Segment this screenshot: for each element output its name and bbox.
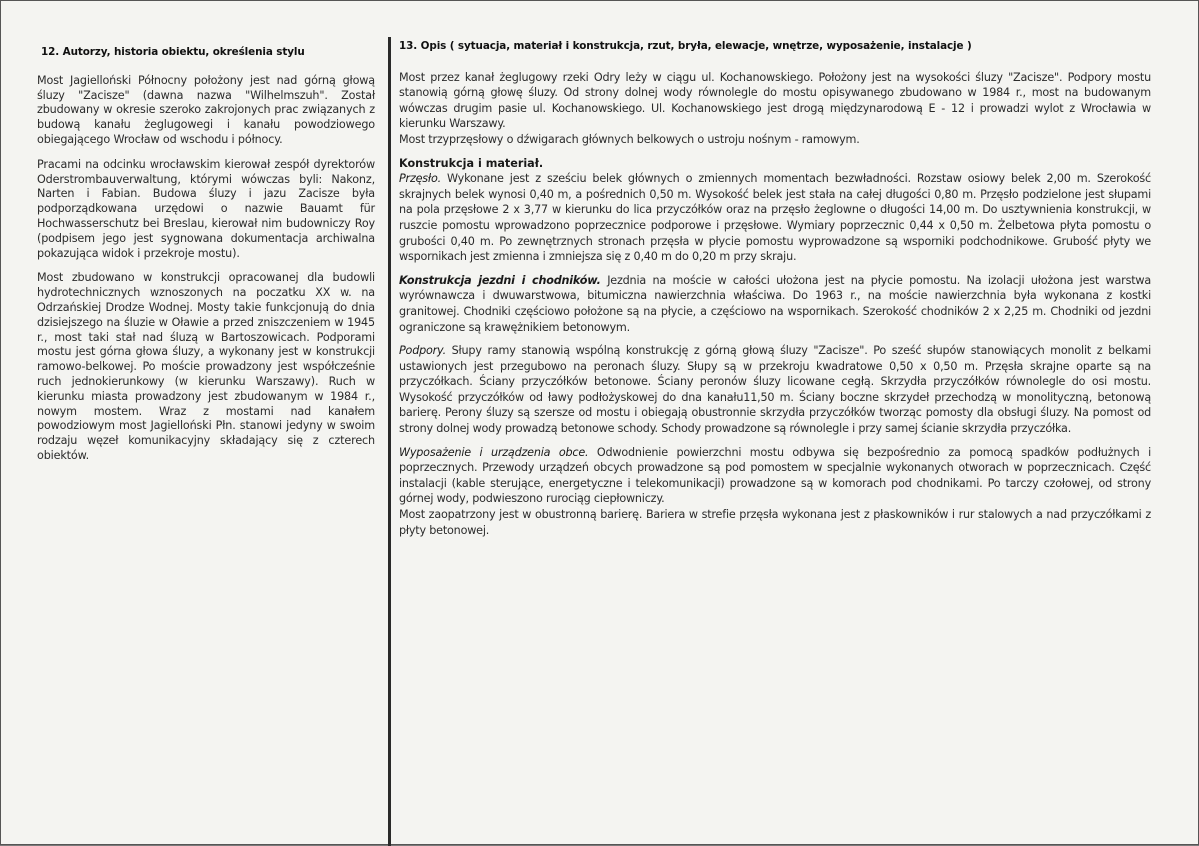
supports-paragraph: [399, 343, 1151, 437]
equipment-term: Wyposażenie i urządzenia obce.: [399, 445, 589, 459]
deck-text: Jezdnia na moście w całości ułożona jest na płycie pomostu. Na izolacji ułożona jest warstwa wyrównawcza i dwuwarstwowa, bitumiczna nawierzchnia właściwa. Do 1963 r., na moście nawierzchnia była wykonana z kostki granitowej. Chodniki częściowo położone są na płycie, a częściowo na wspornikach. Szerokość chodników 2 x 2,25 m. Chodniki od jezdni ograniczone są krawężnikiem betonowym.: [399, 273, 1151, 334]
section-12-title: 12. Autorzy, historia obiektu, określenia stylu: [41, 46, 305, 58]
deck-paragraph: [399, 273, 1151, 335]
left-column: [37, 45, 375, 474]
equipment-text: Odwodnienie powierzchni mostu odbywa się bezpośrednio za pomocą spadków podłużnych i poprzecznych. Przewody urządzeń obcych prowadzone są pod pomostem w specjalnie wykonanych otworach w poprzecznicach. Część instalacji (kable sterujące, energetyczne i telekomunikacji) prowadzone są w komorach pod chodnikami. Po tarczy czołowej, od strony górnej wody, podwieszono rurociąg ciepłowniczy.: [399, 445, 1151, 506]
history-paragraph-3: Most zbudowano w konstrukcji opracowanej dla budowli hydrotechnicznych wznoszonych na poczatku XX w. na Odrzańskiej Drodze Wodnej. Mosty takie funkcjonują do dnia dzisiejszego na śluzie w Oławie a przed zniszczeniem w 1945 r., most taki stał nad śluzą w Bartoszowicach. Podporami mostu jest górna głowa śluzy, a wykonany jest w konstrukcji ramowo-belkowej. Po moście prowadzony jest współcześnie ruch jednokierunkowy (w kierunku Warszawy). Ruch w kierunku miasta prowadzony jest zbudowanym w 1984 r., nowym mostem. Wraz z mostami nad kanałem powodziowym most Jagielloński Płn. stanowi jedyny w swoim rodzaju węzeł komunikacyjny składający się z czterech obiektów.: [37, 271, 375, 462]
supports-text: Słupy ramy stanowią wspólną konstrukcję z górną głową śluzy "Zacisze". Po sześć słupów stanowiących monolit z belkami ustawionych jest przegubowo na peronach śluzy. Słupy są w przekroju kwadratowe 0,50 x 0,50 m. Przęsła skrajne oparte są na przyczółkach. Ściany przyczółków betonowe. Ściany peronów śluzy licowane cegłą. Skrzydła przyczółków równolegle do osi mostu. Wysokość przyczółków od ławy podłożyskowej do dna kanału11,50 m. Ściany boczne skrzydeł przechodzą w monolityczną, betonową barierę. Perony śluzy są szersze od mostu i obiegają obustronnie skrzydła przyczółków tworząc pomosty dla obsługi śluzy. Na pomost od strony dolnej wody prowadzą betonowe schody. Schody prowadzone są równolegle i przy samej ścianie skrzydła przyczółka.: [399, 344, 1151, 436]
supports-term: Podpory.: [399, 344, 446, 358]
right-column: [399, 39, 1151, 546]
equipment-paragraph: [399, 445, 1151, 507]
span-term: Przęsło.: [399, 172, 441, 186]
description-intro: Most przez kanał żeglugowy rzeki Odry leży w ciągu ul. Kochanowskiego. Położony jest na wysokości śluzy "Zacisze". Podpory mostu stanowią górną głowę śluzy. Od strony dolnej wody równolegle do mostu opisywanego zbudowano w 1984 r., most na budowanym wówczas drugim pasie ul. Kochanowskiego. Ul. Kochanowskiego jest drogą międzynarodową E - 12 i prowadzi wylot z Wrocławia w kierunku Warszawy.: [399, 70, 1151, 131]
history-paragraph-1: Most Jagielloński Północny położony jest nad górną głową śluzy "Zacisze" (dawna nazwa "Wilhelmszuh". Został zbudowany w okresie szeroko zakrojonych prac związanych z budową kanału żeglugowegi i kanału powodziowego obiegającego Wrocław od wschodu i północy.: [37, 73, 375, 146]
construction-heading: Konstrukcja i materiał.: [399, 156, 544, 170]
deck-term: Konstrukcja jezdni i chodników.: [399, 273, 601, 287]
column-divider: [388, 37, 391, 846]
description-structure-type: Most trzyprzęsłowy o dźwigarach głównych belkowych o ustroju nośnym - ramowym.: [399, 132, 860, 146]
span-text: Wykonane jest z sześciu belek głównych o zmiennych momentach bezwładności. Rozstaw osiowy belek 2,00 m. Szerokość skrajnych belek wynosi 0,40 m, a pośrednich 0,50 m. Wysokość belek jest stała na całej długości 0,80 m. Przęsło podzielone jest słupami na pola przęsłowe 2 x 3,77 w kierunku do lica przyczółków oraz na przęsło żeglowne o długości 14,00 m. Do usztywnienia konstrukcji, w ruszcie pomostu wprowadzono poprzecznice podporowe i przęsłowe. Wymiary poprzecznic 0,44 x 0,50 m. Żelbetowa płyta pomostu o grubości 0,40 m. Po zewnętrznych stronach przęsła w płycie pomostu wyprowadzone są wsporniki podchodnikowe. Grubość płyty we wspornikach jest zmienna i zmniejsza się z 0,40 m do 0,20 m przy skraju.: [399, 172, 1151, 264]
span-paragraph: [399, 171, 1151, 265]
history-paragraph-2: Pracami na odcinku wrocławskim kierował zespół dyrektorów Oderstrombauverwaltung, którymi wówczas byli: Nakonz, Narten i Fabian. Budowa śluzy i jazu Zacisze była podporządkowana urzędowi o nazwie Bauamt für Hochwasserschutz bei Breslau, kierował nim budowniczy Roy (podpisem jego jest sygnowana dokumentacja archiwalna pokazująca widok i przekroje mostu).: [37, 157, 375, 260]
barrier-paragraph: Most zaopatrzony jest w obustronną barierę. Bariera w strefie przęsła wykonana jest z płaskowników i rur stalowych a nad przyczółkami z płyty betonowej.: [399, 508, 1151, 537]
section-13-title: 13. Opis ( sytuacja, materiał i konstrukcja, rzut, bryła, elewacje, wnętrze, wyposażenie, instalacje ): [399, 40, 972, 52]
